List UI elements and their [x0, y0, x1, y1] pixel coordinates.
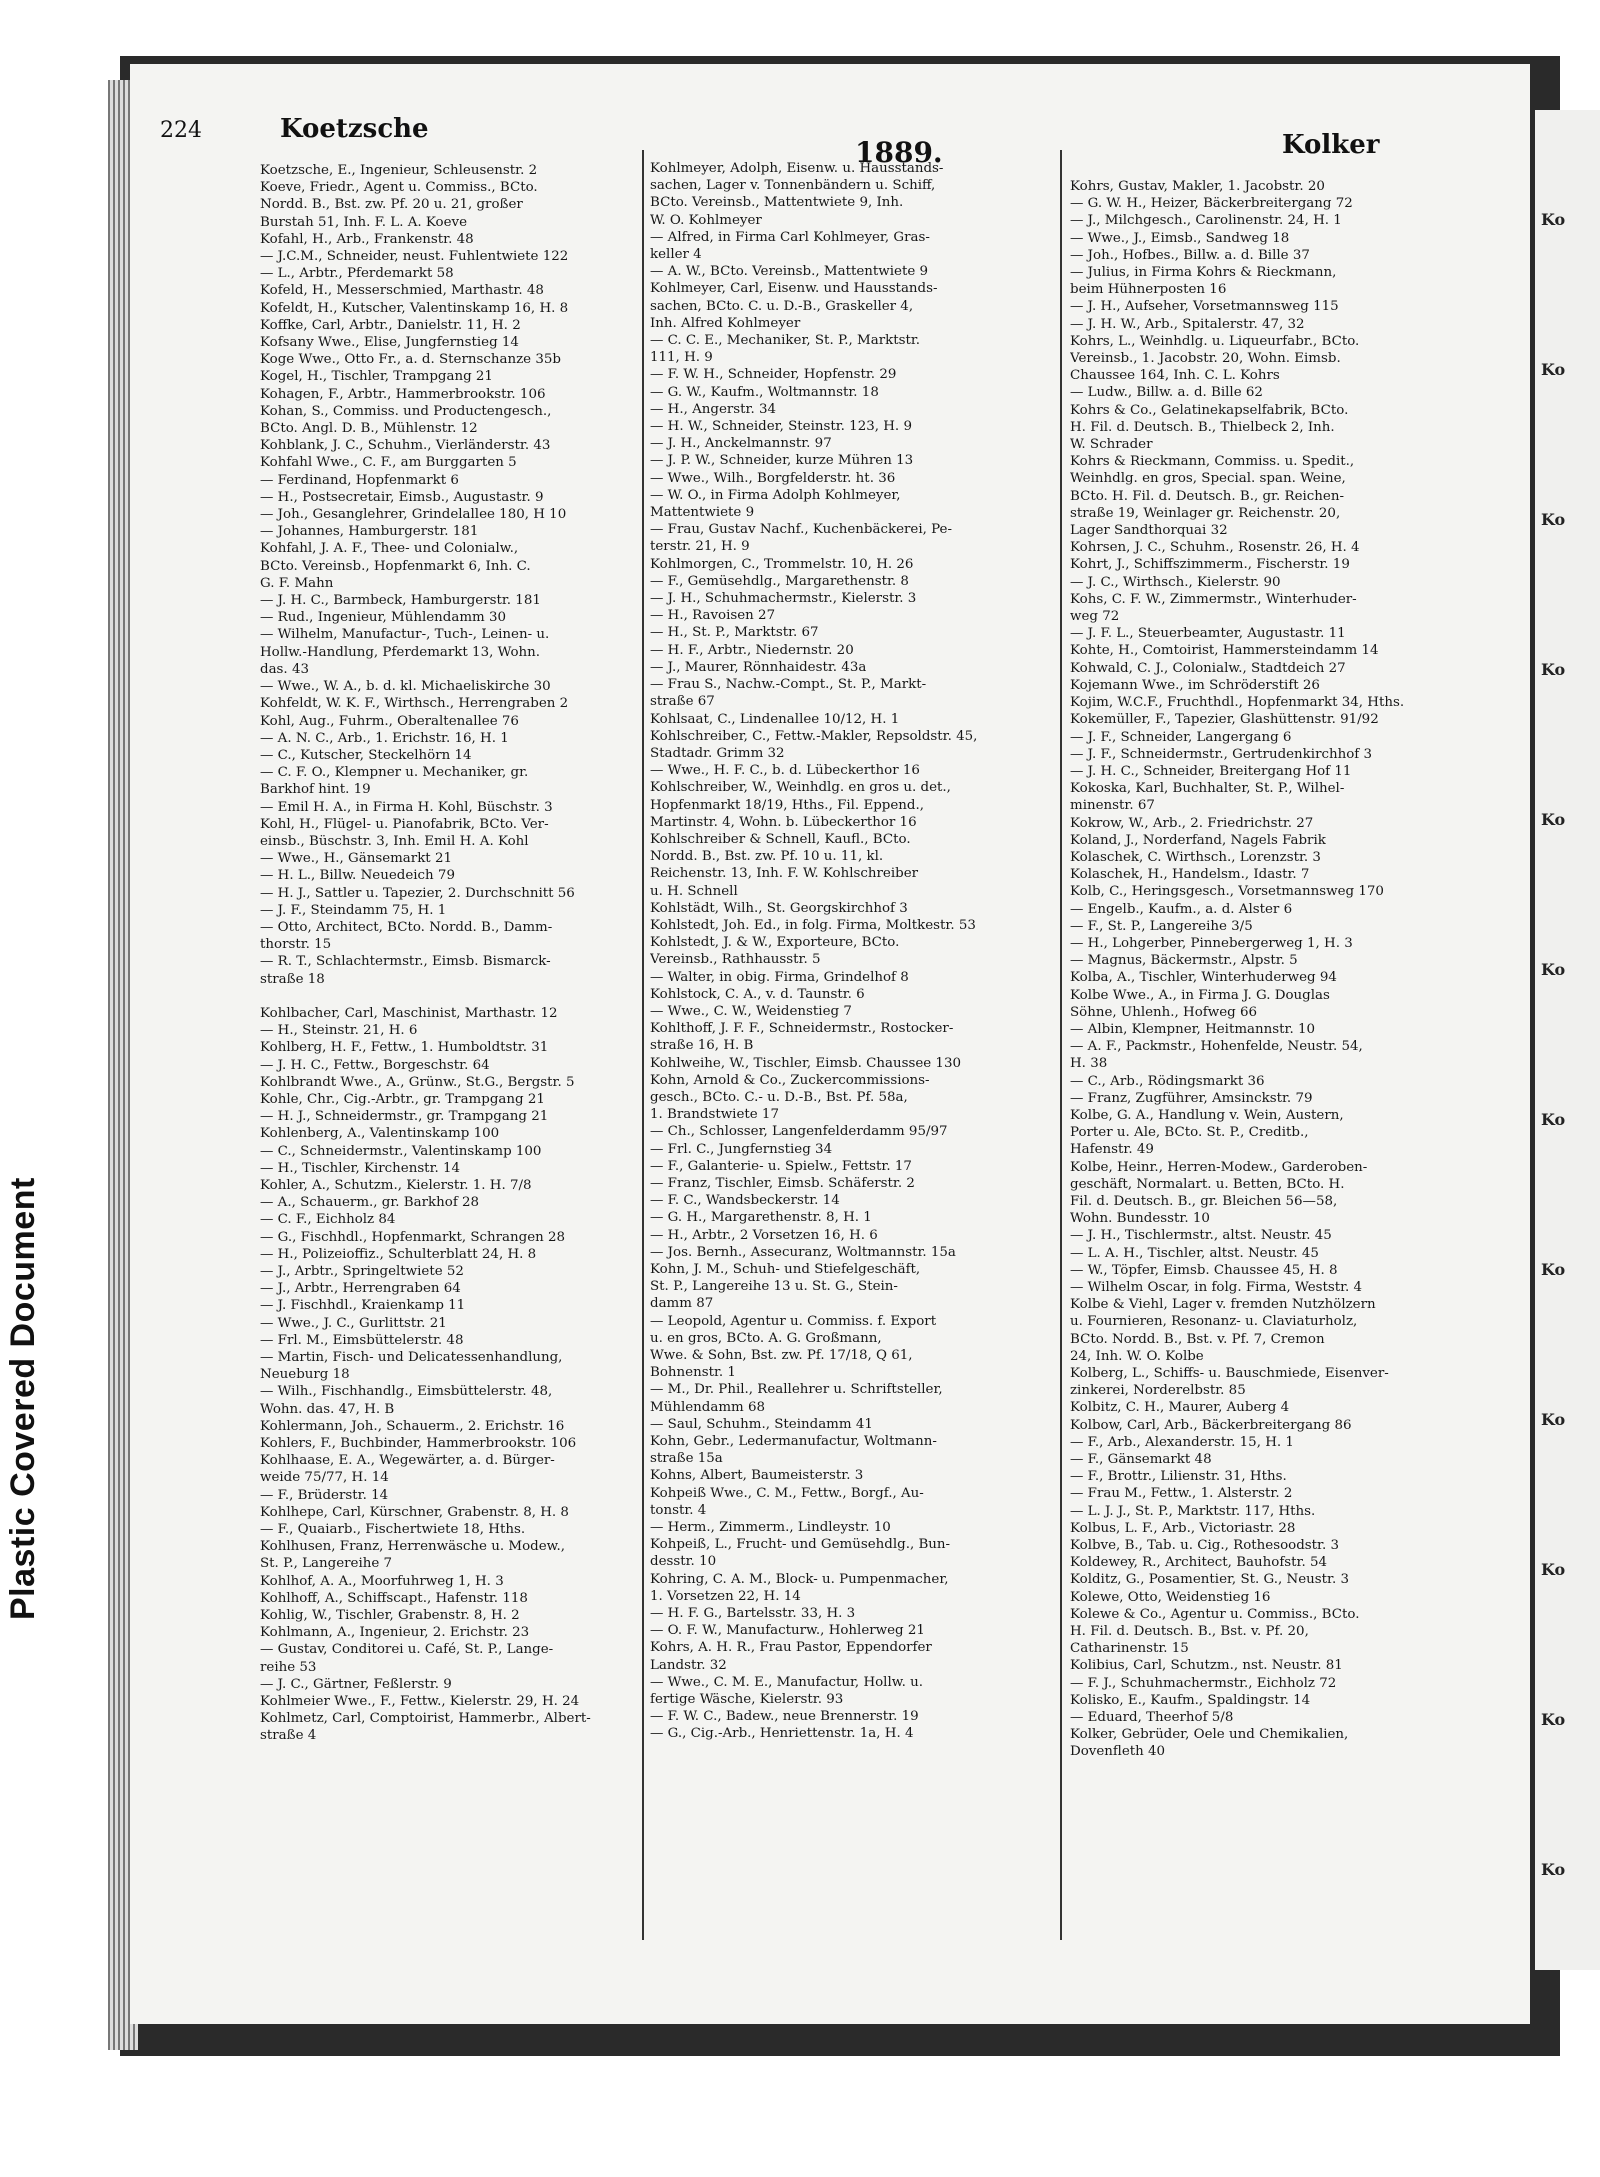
- directory-line: — J. H. W., Arb., Spitalerstr. 47, 32: [1070, 316, 1305, 332]
- directory-line: gesch., BCto. C.- u. D.-B., Bst. Pf. 58a,: [650, 1089, 908, 1105]
- directory-line: — J. F., Schneider, Langergang 6: [1070, 729, 1292, 745]
- directory-line: — Otto, Architect, BCto. Nordd. B., Damm-: [260, 919, 553, 935]
- directory-line: Kolewe & Co., Agentur u. Commiss., BCto.: [1070, 1606, 1360, 1622]
- next-page-fragment: Ko: [1541, 1710, 1566, 1729]
- directory-line: BCto. Vereinsb., Mattentwiete 9, Inh.: [650, 195, 904, 211]
- directory-line: Catharinenstr. 15: [1070, 1641, 1189, 1657]
- next-page-fragment: Ko: [1541, 510, 1566, 529]
- directory-line: Koldewey, R., Architect, Bauhofstr. 54: [1070, 1555, 1328, 1571]
- directory-line: — C. F., Eichholz 84: [260, 1212, 396, 1228]
- directory-line: — G. W. H., Heizer, Bäckerbreitergang 72: [1070, 196, 1353, 212]
- directory-line: reihe 53: [260, 1659, 317, 1675]
- directory-line: Kofeldt, H., Kutscher, Valentinskamp 16, H. 8: [260, 300, 569, 316]
- directory-line: — Martin, Fisch- und Delicatessenhandlung,: [260, 1350, 563, 1366]
- directory-line: — H., Lohgerber, Pinnebergerweg 1, H. 3: [1070, 935, 1353, 951]
- directory-line: — Wwe., J. C., Gurlittstr. 21: [260, 1315, 447, 1331]
- directory-line: — H., Tischler, Kirchenstr. 14: [260, 1160, 461, 1176]
- directory-line: — M., Dr. Phil., Reallehrer u. Schriftsteller,: [650, 1382, 943, 1398]
- directory-line: straße 18: [260, 971, 325, 987]
- directory-line: — Walter, in obig. Firma, Grindelhof 8: [650, 969, 909, 985]
- directory-line: Kohrs, Gustav, Makler, 1. Jacobstr. 20: [1070, 179, 1325, 194]
- directory-line: keller 4: [650, 247, 702, 263]
- directory-line: Kohlmeyer, Adolph, Eisenw. u. Hausstands-: [650, 161, 944, 176]
- directory-line: 1. Brandstwiete 17: [650, 1107, 779, 1123]
- directory-line: W. O. Kohlmeyer: [650, 212, 762, 228]
- directory-line: — Wilhelm Oscar, in folg. Firma, Weststr. 4: [1070, 1280, 1363, 1295]
- directory-line: Lager Sandthorquai 32: [1070, 523, 1228, 539]
- directory-line: Kohfahl, J. A. F., Thee- und Colonialw.,: [260, 541, 519, 557]
- directory-line: — R. T., Schlachtermstr., Eimsb. Bismarck-: [260, 954, 551, 970]
- directory-line: — J. H., Aufseher, Vorsetmannsweg 115: [1070, 299, 1339, 315]
- directory-line: Kohlmetz, Carl, Comptoirist, Hammerbr., Albert-: [260, 1711, 591, 1727]
- directory-line: Kohrsen, J. C., Schuhm., Rosenstr. 26, H. 4: [1070, 540, 1360, 556]
- directory-line: Bohnenstr. 1: [650, 1365, 736, 1381]
- directory-line: Kolbe & Viehl, Lager v. fremden Nutzhölzern: [1070, 1297, 1376, 1313]
- directory-line: — H., Steinstr. 21, H. 6: [260, 1023, 418, 1039]
- directory-line: — Eduard, Theerhof 5/8: [1070, 1710, 1234, 1726]
- directory-line: — F., Brottr., Lilienstr. 31, Hths.: [1070, 1469, 1287, 1485]
- directory-line: Koland, J., Norderfand, Nagels Fabrik: [1070, 832, 1326, 848]
- directory-line: — H., St. P., Marktstr. 67: [650, 625, 819, 641]
- next-page-fragment: Ko: [1541, 1410, 1566, 1429]
- directory-line: — J., Milchgesch., Carolinenstr. 24, H. 1: [1070, 213, 1342, 229]
- directory-line: Wohn. Bundesstr. 10: [1070, 1211, 1210, 1227]
- directory-line: [260, 988, 670, 1005]
- directory-line: — Wwe., W. A., b. d. kl. Michaeliskirche 30: [260, 679, 551, 695]
- directory-line: Kohrt, J., Schiffszimmerm., Fischerstr. 19: [1070, 557, 1350, 573]
- next-page-fragment: Ko: [1541, 660, 1566, 679]
- directory-line: — J. H., Schuhmachermstr., Kielerstr. 3: [650, 591, 917, 607]
- directory-line: terstr. 21, H. 9: [650, 539, 750, 555]
- directory-line: — J. H. C., Schneider, Breitergang Hof 11: [1070, 763, 1352, 779]
- directory-line: Kohrs, L., Weinhdlg. u. Liqueurfabr., BCto.: [1070, 333, 1360, 349]
- directory-line: — Franz, Tischler, Eimsb. Schäferstr. 2: [650, 1175, 915, 1191]
- directory-line: — Frau M., Fettw., 1. Alsterstr. 2: [1070, 1486, 1293, 1502]
- page-number: 224: [160, 118, 202, 143]
- directory-line: — G. H., Margarethenstr. 8, H. 1: [650, 1210, 872, 1226]
- directory-line: Weinhdlg. en gros, Special. span. Weine,: [1070, 471, 1346, 487]
- directory-line: — F., Gemüsehdlg., Margarethenstr. 8: [650, 573, 909, 589]
- directory-line: — J., Maurer, Rönnhaidestr. 43a: [650, 659, 867, 675]
- directory-line: — A. W., BCto. Vereinsb., Mattentwiete 9: [650, 264, 929, 280]
- directory-line: Hollw.-Handlung, Pferdemarkt 13, Wohn.: [260, 644, 541, 660]
- directory-line: Kohlschreiber, C., Fettw.-Makler, Repsoldstr. 45,: [650, 728, 978, 744]
- directory-line: Kolbus, L. F., Arb., Victoriastr. 28: [1070, 1520, 1296, 1536]
- directory-line: Kolbe, G. A., Handlung v. Wein, Austern,: [1070, 1107, 1344, 1123]
- directory-line: — Joh., Hofbes., Billw. a. d. Bille 37: [1070, 247, 1310, 263]
- directory-line: — F., Brüderstr. 14: [260, 1487, 389, 1503]
- directory-line: Kohrs, A. H. R., Frau Pastor, Eppendorfer: [650, 1640, 932, 1656]
- directory-line: Kofsany Wwe., Elise, Jungfernstieg 14: [260, 335, 519, 351]
- directory-line: Vereinsb., 1. Jacobstr. 20, Wohn. Eimsb.: [1070, 351, 1341, 367]
- directory-line: — Ludw., Billw. a. d. Bille 62: [1070, 385, 1263, 401]
- next-page-fragment: Ko: [1541, 960, 1566, 979]
- directory-line: — J. Fischhdl., Kraienkamp 11: [260, 1298, 466, 1314]
- directory-line: Fil. d. Deutsch. B., gr. Bleichen 56—58,: [1070, 1193, 1338, 1209]
- next-page-fragment: Ko: [1541, 810, 1566, 829]
- next-page-fragment: Ko: [1541, 1560, 1566, 1579]
- directory-line: — C. F. O., Klempner u. Mechaniker, gr.: [260, 765, 529, 781]
- directory-line: Kohlbrandt Wwe., A., Grünw., St.G., Bergstr. 5: [260, 1074, 575, 1090]
- directory-line: Söhne, Uhlenh., Hofweg 66: [1070, 1004, 1258, 1020]
- directory-line: — Ferdinand, Hopfenmarkt 6: [260, 472, 459, 488]
- directory-line: Kohlhoff, A., Schiffscapt., Hafenstr. 118: [260, 1590, 528, 1606]
- directory-line: Kohfeldt, W. K. F., Wirthsch., Herrengraben 2: [260, 696, 569, 712]
- directory-line: — L. J. J., St. P., Marktstr. 117, Hths.: [1070, 1503, 1316, 1519]
- directory-line: — F. J., Schuhmachermstr., Eichholz 72: [1070, 1675, 1337, 1691]
- directory-line: BCto. H. Fil. d. Deutsch. B., gr. Reichen-: [1070, 488, 1344, 504]
- directory-line: — F., Arb., Alexanderstr. 15, H. 1: [1070, 1434, 1294, 1450]
- directory-line: Kolb, C., Heringsgesch., Vorsetmannsweg 170: [1070, 884, 1384, 900]
- directory-line: — Wwe., Wilh., Borgfelderstr. ht. 36: [650, 470, 896, 486]
- directory-line: straße 4: [260, 1728, 317, 1744]
- directory-line: — J.C.M., Schneider, neust. Fuhlentwiete 122: [260, 249, 569, 265]
- directory-line: Kohlmeyer, Carl, Eisenw. und Hausstands-: [650, 281, 938, 297]
- directory-line: — Wwe., C. W., Weidenstieg 7: [650, 1003, 852, 1019]
- directory-line: Kohlbacher, Carl, Maschinist, Marthastr. 12: [260, 1005, 558, 1021]
- directory-line: weg 72: [1070, 609, 1120, 625]
- directory-line: — H. L., Billw. Neuedeich 79: [260, 868, 455, 884]
- next-page-fragment: Ko: [1541, 360, 1566, 379]
- directory-line: tonstr. 4: [650, 1502, 707, 1518]
- directory-line: G. F. Mahn: [260, 575, 334, 591]
- directory-line: Porter u. Ale, BCto. St. P., Creditb.,: [1070, 1125, 1309, 1141]
- directory-line: 24, Inh. W. O. Kolbe: [1070, 1348, 1204, 1364]
- directory-line: — Frl. C., Jungfernstieg 34: [650, 1141, 833, 1157]
- directory-line: Dovenfleth 40: [1070, 1744, 1166, 1760]
- directory-line: sachen, Lager v. Tonnenbändern u. Schiff,: [650, 178, 936, 194]
- directory-line: minenstr. 67: [1070, 798, 1155, 814]
- directory-line: Kolewe, Otto, Weidenstieg 16: [1070, 1589, 1271, 1605]
- directory-line: Wwe. & Sohn, Bst. zw. Pf. 17/18, Q 61,: [650, 1348, 913, 1364]
- directory-line: — F., Galanterie- u. Spielw., Fettstr. 17: [650, 1158, 912, 1174]
- header-right-word: Kolker: [1282, 130, 1380, 160]
- directory-line: Nordd. B., Bst. zw. Pf. 20 u. 21, großer: [260, 197, 523, 213]
- directory-line: — Wilh., Fischhandlg., Eimsbüttelerstr. 48,: [260, 1384, 553, 1400]
- directory-line: — J. H., Tischlermstr., altst. Neustr. 45: [1070, 1228, 1332, 1244]
- directory-line: — H., Arbtr., 2 Vorsetzen 16, H. 6: [650, 1227, 878, 1243]
- directory-line: Kolditz, G., Posamentier, St. G., Neustr. 3: [1070, 1572, 1349, 1588]
- directory-line: H. Fil. d. Deutsch. B., Thielbeck 2, Inh.: [1070, 419, 1335, 435]
- directory-line: Kolaschek, C. Wirthsch., Lorenzstr. 3: [1070, 849, 1321, 865]
- directory-line: — J. H. C., Barmbeck, Hamburgerstr. 181: [260, 593, 541, 609]
- directory-line: BCto. Nordd. B., Bst. v. Pf. 7, Cremon: [1070, 1331, 1325, 1347]
- directory-line: Kolbitz, C. H., Maurer, Auberg 4: [1070, 1400, 1290, 1416]
- directory-line: — H., Angerstr. 34: [650, 401, 777, 417]
- directory-line: — O. F. W., Manufacturw., Hohlerweg 21: [650, 1623, 925, 1639]
- column-rule: [1060, 150, 1062, 1940]
- directory-line: — Joh., Gesanglehrer, Grindelallee 180, H 10: [260, 507, 567, 523]
- directory-line: — J., Arbtr., Springeltwiete 52: [260, 1264, 464, 1279]
- directory-line: BCto. Vereinsb., Hopfenmarkt 6, Inh. C.: [260, 558, 531, 574]
- directory-line: u. H. Schnell: [650, 883, 738, 899]
- directory-line: Kohlweihe, W., Tischler, Eimsb. Chaussee 130: [650, 1055, 961, 1071]
- directory-line: — A. F., Packmstr., Hohenfelde, Neustr. 54,: [1070, 1039, 1363, 1055]
- directory-line: — Frau S., Nachw.-Compt., St. P., Markt-: [650, 677, 927, 693]
- directory-line: Kohlstedt, J. & W., Exporteure, BCto.: [650, 935, 900, 951]
- directory-line: — H., Postsecretair, Eimsb., Augustastr. 9: [260, 489, 544, 505]
- directory-line: — Frau, Gustav Nachf., Kuchenbäckerei, Pe-: [650, 522, 952, 538]
- directory-line: — Jos. Bernh., Assecuranz, Woltmannstr. 15a: [650, 1244, 956, 1260]
- directory-line: — C., Arb., Rödingsmarkt 36: [1070, 1073, 1265, 1089]
- directory-line: Mattentwiete 9: [650, 505, 755, 521]
- directory-line: Kohlthoff, J. F. F., Schneidermstr., Rostocker-: [650, 1021, 954, 1037]
- directory-line: straße 67: [650, 694, 715, 710]
- directory-line: Kohlers, F., Buchbinder, Hammerbrookstr. 106: [260, 1436, 577, 1452]
- directory-line: Kohlhaase, E. A., Wegewärter, a. d. Bürger-: [260, 1453, 555, 1469]
- directory-line: Kohlhusen, Franz, Herrenwäsche u. Modew.,: [260, 1539, 566, 1555]
- next-page-fragment: Ko: [1541, 210, 1566, 229]
- directory-line: Kohlermann, Joh., Schauerm., 2. Erichstr. 16: [260, 1418, 565, 1434]
- directory-line: — Albin, Klempner, Heitmannstr. 10: [1070, 1021, 1315, 1037]
- directory-line: einsb., Büschstr. 3, Inh. Emil H. A. Kohl: [260, 833, 529, 849]
- directory-line: — J. F., Steindamm 75, H. 1: [260, 902, 447, 918]
- directory-line: — H. W., Schneider, Steinstr. 123, H. 9: [650, 419, 912, 435]
- directory-line: — Wilhelm, Manufactur-, Tuch-, Leinen- u.: [260, 627, 550, 643]
- directory-line: das. 43: [260, 661, 309, 677]
- directory-column-3: [1070, 178, 1490, 1958]
- directory-line: Kohn, Arnold & Co., Zuckercommissions-: [650, 1072, 930, 1088]
- directory-line: — F., Quaiarb., Fischertwiete 18, Hths.: [260, 1522, 526, 1538]
- directory-line: weide 75/77, H. 14: [260, 1470, 389, 1486]
- directory-line: — J. F. L., Steuerbeamter, Augustastr. 11: [1070, 626, 1346, 642]
- directory-line: u. Fournieren, Resonanz- u. Claviaturholz,: [1070, 1314, 1358, 1330]
- next-page-fragment: Ko: [1541, 1860, 1566, 1879]
- directory-line: — G., Fischhdl., Hopfenmarkt, Schrangen 28: [260, 1229, 566, 1245]
- directory-line: — J. F., Schneidermstr., Gertrudenkirchhof 3: [1070, 746, 1373, 762]
- directory-line: Kojim, W.C.F., Fruchthdl., Hopfenmarkt 34, Hths.: [1070, 695, 1405, 711]
- directory-line: — G., Cig.-Arb., Henriettenstr. 1a, H. 4: [650, 1726, 914, 1742]
- directory-line: sachen, BCto. C. u. D.-B., Graskeller 4,: [650, 298, 914, 314]
- directory-line: Wohn. das. 47, H. B: [260, 1401, 395, 1417]
- directory-line: Kolberg, L., Schiffs- u. Bauschmiede, Eisenver-: [1070, 1366, 1389, 1382]
- directory-line: 111, H. 9: [650, 350, 713, 366]
- directory-line: — H. J., Schneidermstr., gr. Trampgang 21: [260, 1109, 549, 1125]
- directory-line: Kohlhepe, Carl, Kürschner, Grabenstr. 8, H. 8: [260, 1504, 569, 1520]
- directory-line: — F. W. C., Badew., neue Brennerstr. 19: [650, 1709, 919, 1725]
- directory-line: Kohler, A., Schutzm., Kielerstr. 1. H. 7/8: [260, 1177, 532, 1193]
- directory-line: — Gustav, Conditorei u. Café, St. P., Lange-: [260, 1642, 554, 1658]
- directory-line: Kohte, H., Comtoirist, Hammersteindamm 14: [1070, 643, 1379, 659]
- directory-line: Inh. Alfred Kohlmeyer: [650, 315, 801, 331]
- directory-line: W. Schrader: [1070, 437, 1153, 453]
- directory-line: Kohn, J. M., Schuh- und Stiefelgeschäft,: [650, 1262, 921, 1277]
- directory-line: Koetzsche, E., Ingenieur, Schleusenstr. 2: [260, 163, 538, 178]
- directory-column-2: [650, 160, 1060, 1940]
- directory-line: — J., Arbtr., Herrengraben 64: [260, 1281, 461, 1297]
- directory-line: — J. H. C., Fettw., Borgeschstr. 64: [260, 1057, 490, 1073]
- directory-line: straße 15a: [650, 1451, 723, 1467]
- directory-line: Kohwald, C. J., Colonialw., Stadtdeich 27: [1070, 660, 1346, 676]
- directory-line: — W., Töpfer, Eimsb. Chaussee 45, H. 8: [1070, 1262, 1338, 1278]
- directory-line: Kohring, C. A. M., Block- u. Pumpenmacher,: [650, 1571, 949, 1587]
- directory-line: — H. J., Sattler u. Tapezier, 2. Durchschnitt 56: [260, 885, 575, 901]
- directory-line: — Wwe., C. M. E., Manufactur, Hollw. u.: [650, 1674, 924, 1690]
- directory-line: Barkhof hint. 19: [260, 782, 371, 798]
- directory-line: Vereinsb., Rathhausstr. 5: [650, 952, 821, 968]
- directory-line: Kohlberg, H. F., Fettw., 1. Humboldtstr. 31: [260, 1040, 549, 1056]
- directory-line: — Leopold, Agentur u. Commiss. f. Export: [650, 1313, 937, 1329]
- side-label: Plastic Covered Document: [4, 1177, 42, 1620]
- directory-line: — Wwe., H. F. C., b. d. Lübeckerthor 16: [650, 763, 920, 779]
- directory-line: desstr. 10: [650, 1554, 717, 1570]
- directory-line: H. Fil. d. Deutsch. B., Bst. v. Pf. 20,: [1070, 1624, 1309, 1640]
- directory-line: — J. H., Anckelmannstr. 97: [650, 436, 832, 452]
- directory-line: H. 38: [1070, 1056, 1108, 1072]
- directory-line: Koeve, Friedr., Agent u. Commiss., BCto.: [260, 180, 538, 196]
- directory-line: — Wwe., J., Eimsb., Sandweg 18: [1070, 230, 1290, 246]
- directory-line: — Rud., Ingenieur, Mühlendamm 30: [260, 610, 507, 626]
- directory-line: Neueburg 18: [260, 1367, 350, 1383]
- directory-line: — F. W. H., Schneider, Hopfenstr. 29: [650, 367, 897, 383]
- directory-line: — J. C., Gärtner, Feßlerstr. 9: [260, 1676, 452, 1692]
- header-year: 1889.: [855, 136, 943, 169]
- directory-line: — Herm., Zimmerm., Lindleystr. 10: [650, 1520, 891, 1536]
- directory-line: geschäft, Normalart. u. Betten, BCto. H.: [1070, 1176, 1345, 1192]
- directory-line: Kohlschreiber & Schnell, Kaufl., BCto.: [650, 831, 911, 847]
- directory-line: — Engelb., Kaufm., a. d. Alster 6: [1070, 901, 1293, 917]
- directory-line: Hopfenmarkt 18/19, Hths., Fil. Eppend.,: [650, 797, 924, 813]
- directory-line: — F. C., Wandsbeckerstr. 14: [650, 1193, 840, 1209]
- directory-line: — H. F., Arbtr., Niedernstr. 20: [650, 642, 854, 658]
- directory-line: — Magnus, Bäckermstr., Alpstr. 5: [1070, 953, 1298, 969]
- directory-line: Kohlmann, A., Ingenieur, 2. Erichstr. 23: [260, 1625, 530, 1641]
- directory-line: Martinstr. 4, Wohn. b. Lübeckerthor 16: [650, 814, 917, 830]
- directory-line: Kolaschek, H., Handelsm., Idastr. 7: [1070, 867, 1310, 883]
- directory-line: Kohagen, F., Arbtr., Hammerbrookstr. 106: [260, 386, 546, 402]
- directory-line: — Johannes, Hamburgerstr. 181: [260, 524, 479, 540]
- directory-line: — F., St. P., Langereihe 3/5: [1070, 918, 1253, 934]
- directory-line: — Alfred, in Firma Carl Kohlmeyer, Gras-: [650, 229, 930, 245]
- directory-line: Mühlendamm 68: [650, 1399, 766, 1415]
- directory-line: thorstr. 15: [260, 937, 332, 953]
- directory-line: Kohlsaat, C., Lindenallee 10/12, H. 1: [650, 711, 900, 727]
- directory-line: — Wwe., H., Gänsemarkt 21: [260, 851, 452, 867]
- directory-line: St. P., Langereihe 13 u. St. G., Stein-: [650, 1279, 898, 1295]
- directory-line: Kohn, Gebr., Ledermanufactur, Woltmann-: [650, 1434, 937, 1450]
- directory-line: Kolisko, E., Kaufm., Spaldingstr. 14: [1070, 1692, 1311, 1708]
- directory-line: Kolbve, B., Tab. u. Cig., Rothesoodstr. 3: [1070, 1538, 1339, 1554]
- directory-line: Kogel, H., Tischler, Trampgang 21: [260, 369, 493, 385]
- directory-line: Kohlstedt, Joh. Ed., in folg. Firma, Moltkestr. 53: [650, 917, 976, 933]
- directory-line: Kohpeiß, L., Frucht- und Gemüsehdlg., Bun-: [650, 1537, 951, 1553]
- directory-line: — C., Kutscher, Steckelhörn 14: [260, 747, 472, 763]
- directory-line: — J. C., Wirthsch., Kielerstr. 90: [1070, 574, 1281, 590]
- directory-line: Landstr. 32: [650, 1657, 727, 1673]
- directory-line: Kohlschreiber, W., Weinhdlg. en gros u. det.,: [650, 780, 951, 796]
- directory-line: — L. A. H., Tischler, altst. Neustr. 45: [1070, 1245, 1319, 1261]
- directory-line: Kolbow, Carl, Arb., Bäckerbreitergang 86: [1070, 1417, 1352, 1433]
- directory-line: Kohlig, W., Tischler, Grabenstr. 8, H. 2: [260, 1608, 520, 1624]
- directory-line: zinkerei, Norderelbstr. 85: [1070, 1383, 1246, 1399]
- directory-line: Kohlstock, C. A., v. d. Taunstr. 6: [650, 986, 865, 1002]
- directory-line: Kohns, Albert, Baumeisterstr. 3: [650, 1468, 864, 1484]
- directory-line: Kofeld, H., Messerschmied, Marthastr. 48: [260, 283, 544, 299]
- directory-line: Kohlmeier Wwe., F., Fettw., Kielerstr. 29, H. 24: [260, 1694, 580, 1710]
- directory-line: Reichenstr. 13, Inh. F. W. Kohlschreiber: [650, 866, 919, 882]
- directory-line: — Franz, Zugführer, Amsinckstr. 79: [1070, 1090, 1313, 1106]
- directory-line: Kohrs & Co., Gelatinekapselfabrik, BCto.: [1070, 402, 1349, 418]
- directory-line: Burstah 51, Inh. F. L. A. Koeve: [260, 214, 468, 230]
- directory-line: — H. F. G., Bartelsstr. 33, H. 3: [650, 1606, 856, 1622]
- directory-line: Kokrow, W., Arb., 2. Friedrichstr. 27: [1070, 815, 1314, 831]
- directory-line: — Emil H. A., in Firma H. Kohl, Büschstr. 3: [260, 799, 553, 815]
- directory-line: Nordd. B., Bst. zw. Pf. 10 u. 11, kl.: [650, 849, 884, 865]
- next-page-fragment: Ko: [1541, 1110, 1566, 1129]
- directory-line: Kohlhof, A. A., Moorfuhrweg 1, H. 3: [260, 1573, 504, 1589]
- directory-line: Chaussee 164, Inh. C. L. Kohrs: [1070, 368, 1280, 384]
- directory-line: — A. N. C., Arb., 1. Erichstr. 16, H. 1: [260, 730, 509, 746]
- directory-line: — H., Ravoisen 27: [650, 608, 776, 624]
- directory-line: Kohblank, J. C., Schuhm., Vierländerstr. 43: [260, 438, 551, 454]
- directory-line: Kohan, S., Commiss. und Productengesch.,: [260, 403, 552, 419]
- directory-line: BCto. Angl. D. B., Mühlenstr. 12: [260, 421, 478, 437]
- directory-line: — Frl. M., Eimsbüttelerstr. 48: [260, 1332, 464, 1348]
- directory-line: Koffke, Carl, Arbtr., Danielstr. 11, H. 2: [260, 317, 521, 333]
- directory-line: — G. W., Kaufm., Woltmannstr. 18: [650, 384, 879, 400]
- directory-line: — F., Gänsemarkt 48: [1070, 1452, 1212, 1468]
- directory-line: Kolibius, Carl, Schutzm., nst. Neustr. 81: [1070, 1658, 1343, 1674]
- directory-line: — Julius, in Firma Kohrs & Rieckmann,: [1070, 265, 1337, 281]
- directory-line: Koge Wwe., Otto Fr., a. d. Sternschanze 35b: [260, 352, 561, 368]
- directory-line: Hafenstr. 49: [1070, 1142, 1154, 1158]
- directory-line: Kolba, A., Tischler, Winterhuderweg 94: [1070, 970, 1337, 986]
- directory-line: — W. O., in Firma Adolph Kohlmeyer,: [650, 487, 901, 503]
- directory-line: damm 87: [650, 1296, 714, 1312]
- directory-line: Kohlmorgen, C., Trommelstr. 10, H. 26: [650, 556, 914, 572]
- directory-line: Kokemüller, F., Tapezier, Glashüttenstr. 91/92: [1070, 712, 1379, 728]
- directory-line: Kolbe Wwe., A., in Firma J. G. Douglas: [1070, 987, 1330, 1003]
- directory-line: — Saul, Schuhm., Steindamm 41: [650, 1416, 873, 1432]
- directory-line: fertige Wäsche, Kielerstr. 93: [650, 1692, 844, 1708]
- directory-line: — A., Schauerm., gr. Barkhof 28: [260, 1195, 480, 1211]
- directory-line: — C., Schneidermstr., Valentinskamp 100: [260, 1143, 542, 1159]
- directory-line: Kohl, H., Flügel- u. Pianofabrik, BCto. Ver-: [260, 816, 549, 832]
- directory-line: Kohs, C. F. W., Zimmermstr., Winterhuder-: [1070, 591, 1357, 607]
- directory-line: — J. P. W., Schneider, kurze Mühren 13: [650, 453, 914, 469]
- directory-line: Kohl, Aug., Fuhrm., Oberaltenallee 76: [260, 713, 519, 729]
- directory-line: Kolker, Gebrüder, Oele und Chemikalien,: [1070, 1727, 1349, 1743]
- directory-line: 1. Vorsetzen 22, H. 14: [650, 1588, 801, 1604]
- directory-line: Kohpeiß Wwe., C. M., Fettw., Borgf., Au-: [650, 1485, 924, 1501]
- directory-line: — H., Polizeioffiz., Schulterblatt 24, H. 8: [260, 1246, 537, 1262]
- directory-line: St. P., Langereihe 7: [260, 1556, 393, 1572]
- directory-line: beim Hühnerposten 16: [1070, 282, 1227, 298]
- header-left-word: Koetzsche: [280, 114, 429, 144]
- directory-line: — Ch., Schlosser, Langenfelderdamm 95/97: [650, 1124, 948, 1140]
- directory-line: u. en gros, BCto. A. G. Großmann,: [650, 1330, 882, 1346]
- directory-line: Kohle, Chr., Cig.-Arbtr., gr. Trampgang 21: [260, 1091, 545, 1107]
- directory-line: Kojemann Wwe., im Schröderstift 26: [1070, 677, 1320, 693]
- directory-line: — L., Arbtr., Pferdemarkt 58: [260, 266, 454, 282]
- next-page-fragment: Ko: [1541, 1260, 1566, 1279]
- directory-line: Kokoska, Karl, Buchhalter, St. P., Wilhel-: [1070, 781, 1345, 797]
- directory-line: Kolbe, Heinr., Herren-Modew., Garderoben-: [1070, 1159, 1368, 1175]
- directory-line: Kofahl, H., Arb., Frankenstr. 48: [260, 231, 474, 247]
- next-page-strip: [1535, 110, 1600, 1970]
- directory-line: — C. C. E., Mechaniker, St. P., Marktstr.: [650, 333, 921, 349]
- directory-line: Stadtadr. Grimm 32: [650, 745, 785, 761]
- directory-line: Kohfahl Wwe., C. F., am Burggarten 5: [260, 455, 517, 471]
- directory-line: straße 16, H. B: [650, 1038, 754, 1054]
- directory-line: Kohlenberg, A., Valentinskamp 100: [260, 1126, 500, 1142]
- directory-column-1: [260, 162, 670, 1942]
- directory-line: Kohlstädt, Wilh., St. Georgskirchhof 3: [650, 900, 908, 916]
- directory-line: straße 19, Weinlager gr. Reichenstr. 20,: [1070, 505, 1341, 521]
- directory-line: Kohrs & Rieckmann, Commiss. u. Spedit.,: [1070, 454, 1355, 470]
